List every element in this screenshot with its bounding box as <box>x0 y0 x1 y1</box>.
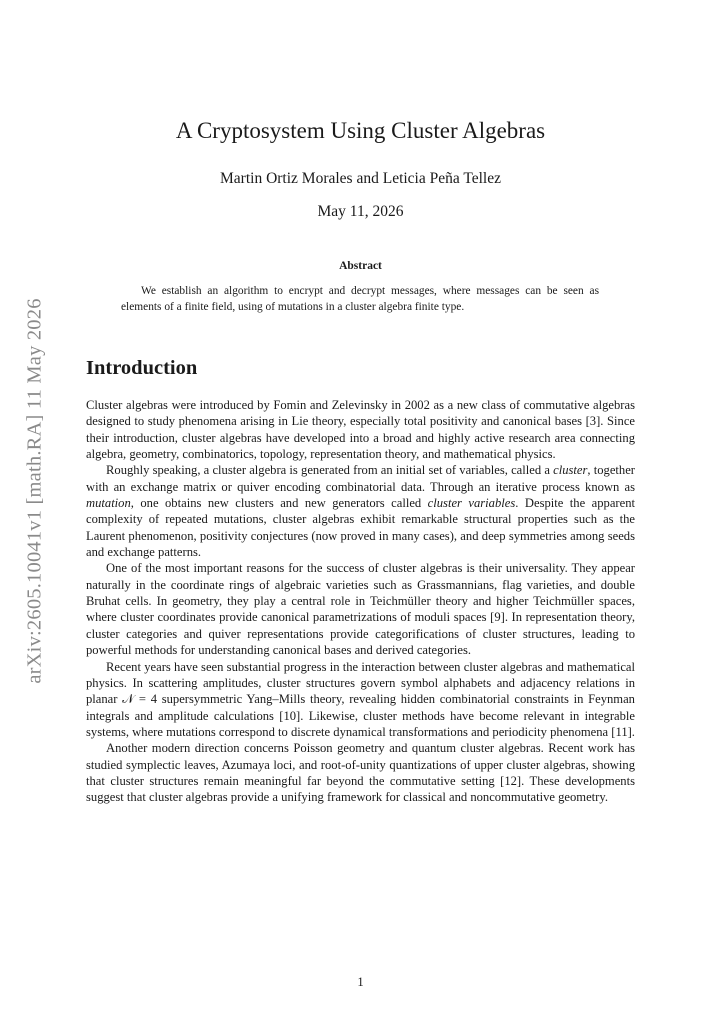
paragraph-5: Another modern direction concerns Poisson geometry and quantum cluster algebras. Recent work has studied symplectic leaves, Azumaya loci, and root-of-unity quantizations of upper cluster algebras, showing that cluster structures remain meaningful far beyond the commutative setting [12]. These developments suggest that cluster algebras provide a unifying framework for classical and noncommutative geometry. <box>86 741 635 805</box>
paragraph-4-text: Recent years have seen substantial progress in the interaction between cluster algebras and mathematical physics. In scattering amplitudes, cluster structures govern symbol alphabets and adjacency relations in planar <box>86 659 635 707</box>
paragraph-4-text: supersymmetric Yang–Mills theory, revealing hidden combinatorial constraints in Feynman integrals and amplitude calculations [10]. Likewise, cluster methods have become relevant in integrable systems, where mutations correspond to discrete dynamical transformations and periodicity phenomena [11]. <box>86 692 635 739</box>
abstract-text: We establish an algorithm to encrypt and decrypt messages, where messages can be seen as elements of a finite field, using of mutations in a cluster algebra finite type. <box>121 285 599 314</box>
section-heading-introduction: Introduction <box>86 357 198 379</box>
paper-title: A Cryptosystem Using Cluster Algebras <box>175 118 546 143</box>
introduction-body <box>86 397 635 806</box>
term-cluster-variables: cluster variables <box>427 496 516 511</box>
paragraph-3: One of the most important reasons for the success of cluster algebras is their universality. They appear naturally in the coordinate rings of algebraic varieties such as Grassmannians, flag varieties, and double Bruhat cells. In geometry, they play a central role in Teichmüller theory and higher Teichmüller spaces, where cluster coordinates provide canonical parametrizations of moduli spaces [9]. In representation theory, cluster categories and quiver representations provide categorifications of cluster structures, leading to powerful methods for understanding canonical bases and derived categories. <box>86 561 635 658</box>
page-number: 1 <box>357 975 364 989</box>
paragraph-4 <box>86 659 635 741</box>
abstract-heading: Abstract <box>339 260 382 272</box>
term-mutation: mutation <box>86 496 131 511</box>
paper-authors: Martin Ortiz Morales and Leticia Peña Tellez <box>220 170 501 187</box>
paragraph-2-text: Roughly speaking, a cluster algebra is generated from an initial set of variables, called a <box>106 463 554 478</box>
paragraph-2-text: , one obtains new clusters and new generators called <box>130 496 428 511</box>
term-cluster: cluster <box>553 463 588 478</box>
paragraph-2-text: , together with an exchange matrix or quiver encoding combinatorial data. Through an iterative process known as <box>86 463 636 494</box>
arxiv-identifier: arXiv:2605.10041v1 [math.RA] 11 May 2026 <box>23 297 46 684</box>
arxiv-sidebar-stamp <box>20 278 50 703</box>
paragraph-1: Cluster algebras were introduced by Fomin and Zelevinsky in 2002 as a new class of commutative algebras designed to study phenomena arising in Lie theory, especially total positivity and canonical bases [3]. Since their introduction, cluster algebras have developed into a broad and highly active research area connecting algebra, geometry, combinatorics, topology, representation theory, and mathematical physics. <box>86 398 635 462</box>
paper-date: May 11, 2026 <box>317 203 404 220</box>
paragraph-2 <box>86 462 635 560</box>
inline-math-n-equals-4: 𝒩 = 4 <box>122 692 158 707</box>
paragraph-2-text: . Despite the apparent complexity of repeated mutations, cluster algebras exhibit remarkable structural properties such as the Laurent phenomenon, positivity conjectures (now proved in many cases), and deep symmetries among seeds and exchange patterns. <box>86 496 635 560</box>
